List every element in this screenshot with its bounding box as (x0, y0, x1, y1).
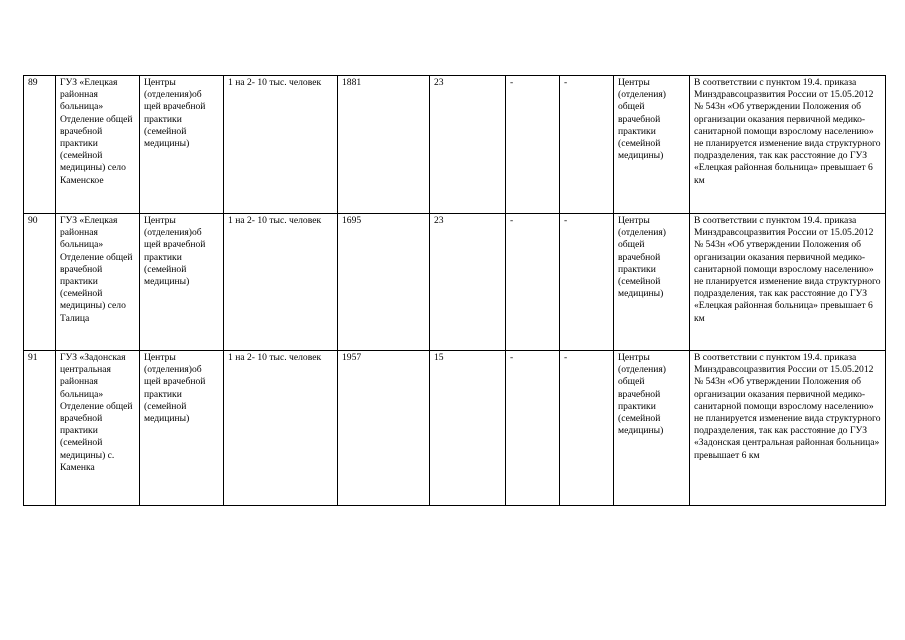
facility-name: ГУЗ «Елецкая районная больница» Отделение общей врачебной практики (семейной медицины) село Талица (56, 214, 140, 351)
dash-cell-2: - (560, 351, 614, 506)
facility-name: ГУЗ «Елецкая районная больница» Отделение общей врачебной практики (семейной медицины) село Каменское (56, 76, 140, 214)
row-number: 89 (24, 76, 56, 214)
facility-name: ГУЗ «Задонская центральная районная больница» Отделение общей врачебной практики (семейной медицины) с. Каменка (56, 351, 140, 506)
facility-type: Центры (отделения)об щей врачебной практики (семейной медицины) (140, 351, 224, 506)
table-row (24, 214, 886, 351)
dash-cell-2: - (560, 214, 614, 351)
dash-cell-1: - (506, 214, 560, 351)
population: 1695 (338, 214, 430, 351)
norm: 1 на 2- 10 тыс. человек (224, 76, 338, 214)
planned-type: Центры (отделения) общей врачебной практики (семейной медицины) (614, 76, 690, 214)
facility-type: Центры (отделения)об щей врачебной практики (семейной медицины) (140, 76, 224, 214)
note: В соответствии с пунктом 19.4. приказа Минздравсоцразвития России от 15.05.2012 № 543н «Об утверждении Положения об организации оказания первичной медико-санитарной помощи взрослому населению» не планируется изменение вида структурного подразделения, так как расстояние до ГУЗ «Елецкая районная больница» превышает 6 км (690, 214, 886, 351)
population: 1881 (338, 76, 430, 214)
distance: 23 (430, 214, 506, 351)
dash-cell-1: - (506, 351, 560, 506)
note: В соответствии с пунктом 19.4. приказа Минздравсоцразвития России от 15.05.2012 № 543н «Об утверждении Положения об организации оказания первичной медико-санитарной помощи взрослому населению» не планируется изменение вида структурного подразделения, так как расстояние до ГУЗ «Задонская центральная районная больница» превышает 6 км (690, 351, 886, 506)
population: 1957 (338, 351, 430, 506)
dash-cell-1: - (506, 76, 560, 214)
row-number: 91 (24, 351, 56, 506)
distance: 23 (430, 76, 506, 214)
facilities-table (23, 75, 886, 506)
planned-type: Центры (отделения) общей врачебной практики (семейной медицины) (614, 351, 690, 506)
row-number: 90 (24, 214, 56, 351)
note: В соответствии с пунктом 19.4. приказа Минздравсоцразвития России от 15.05.2012 № 543н «Об утверждении Положения об организации оказания первичной медико-санитарной помощи взрослому населению» не планируется изменение вида структурного подразделения, так как расстояние до ГУЗ «Елецкая районная больница» превышает 6 км (690, 76, 886, 214)
planned-type: Центры (отделения) общей врачебной практики (семейной медицины) (614, 214, 690, 351)
table-row (24, 351, 886, 506)
norm: 1 на 2- 10 тыс. человек (224, 351, 338, 506)
facility-type: Центры (отделения)об щей врачебной практики (семейной медицины) (140, 214, 224, 351)
dash-cell-2: - (560, 76, 614, 214)
distance: 15 (430, 351, 506, 506)
norm: 1 на 2- 10 тыс. человек (224, 214, 338, 351)
table-row (24, 76, 886, 214)
